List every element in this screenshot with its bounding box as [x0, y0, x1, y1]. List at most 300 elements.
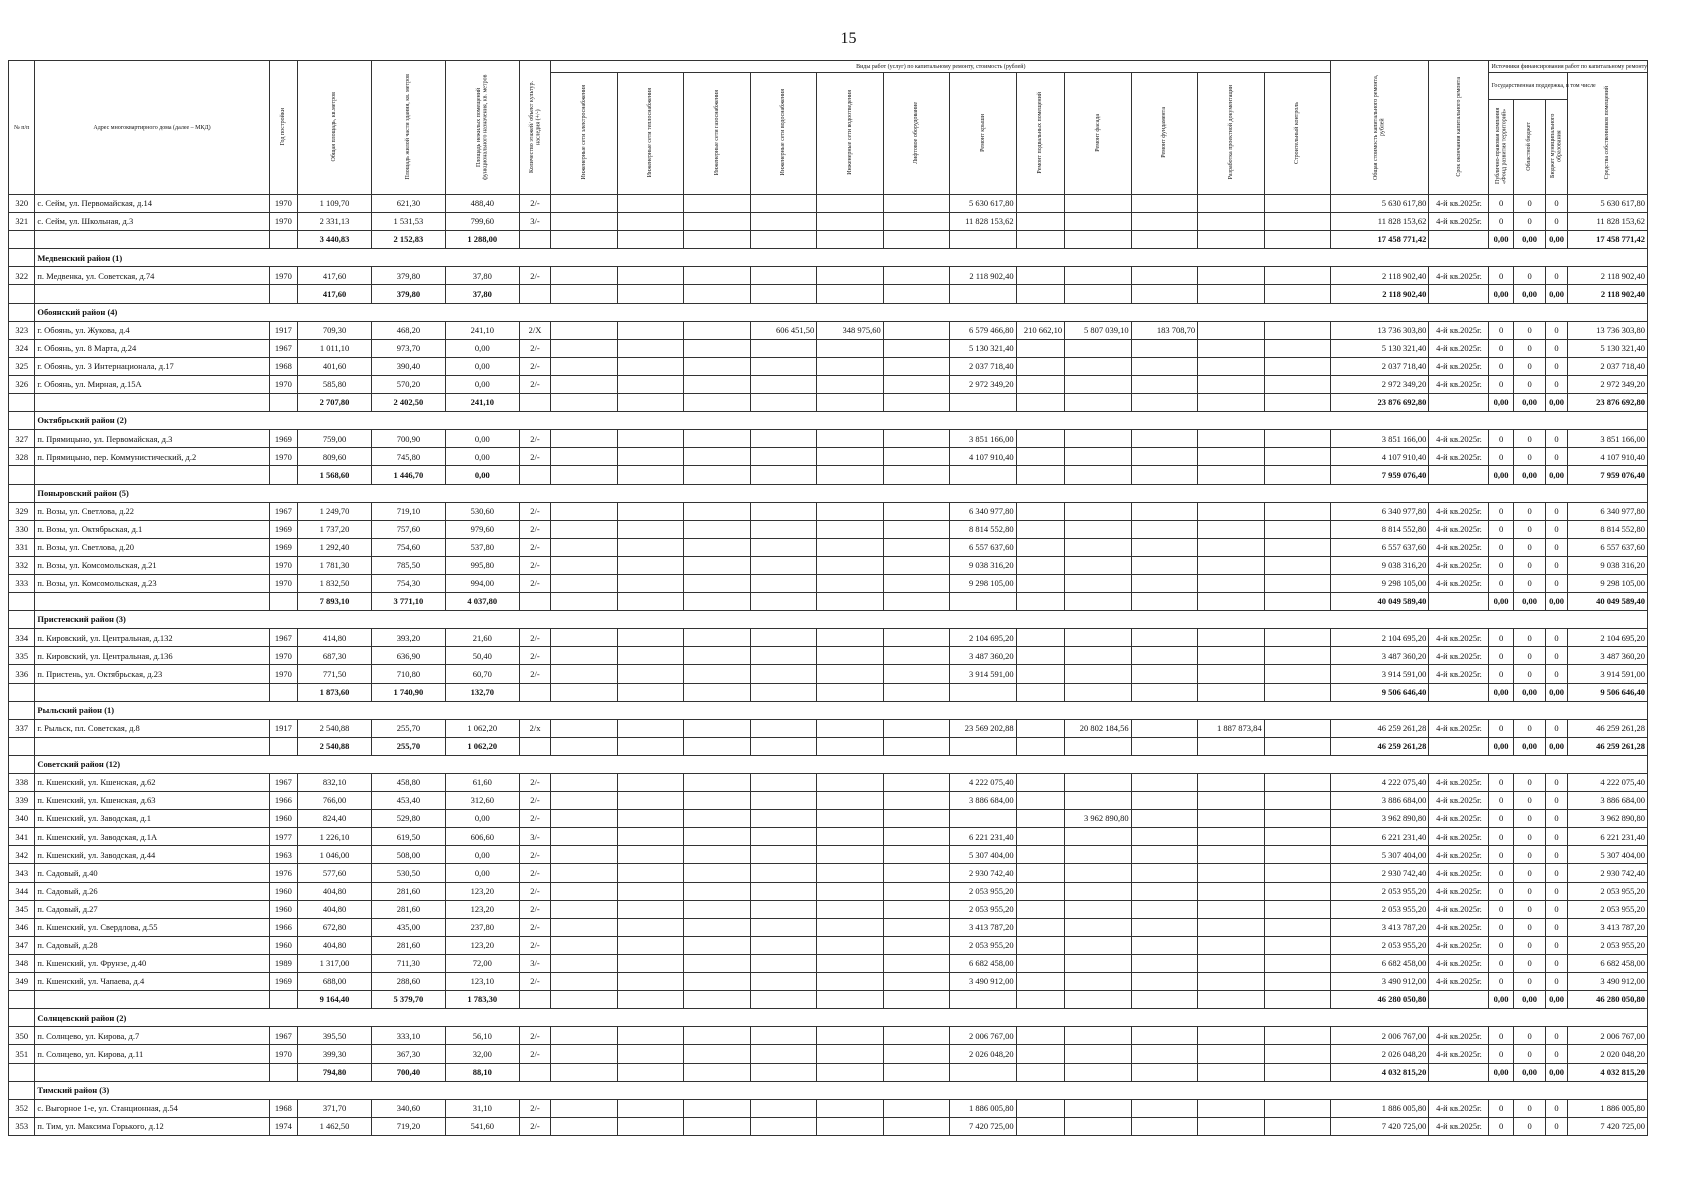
cell-address: [35, 1063, 269, 1081]
row-number: 334: [9, 629, 35, 647]
row-work-cost: [1131, 375, 1197, 393]
row-owners: 3 914 591,00: [1567, 665, 1647, 683]
row-work-cost: [1264, 357, 1331, 375]
row-work-cost: 1 887 873,84: [1198, 719, 1264, 737]
cell-work: [551, 394, 617, 412]
row-owners: 2 053 955,20: [1567, 900, 1647, 918]
row-local: 0: [1546, 267, 1567, 285]
subtotal-living-area: 2 152,83: [371, 231, 445, 249]
row-work-cost: [883, 936, 949, 954]
subtotal-nonliving-area: 0,00: [445, 466, 519, 484]
row-floors: 2/-: [519, 900, 551, 918]
row-total-area: 824,40: [298, 810, 372, 828]
row-nonliving-area: 123,20: [445, 900, 519, 918]
row-number: 333: [9, 574, 35, 592]
row-work-cost: 3 487 360,20: [950, 647, 1016, 665]
row-work-cost: [1065, 918, 1131, 936]
row-owners: 9 298 105,00: [1567, 574, 1647, 592]
cell-year: [269, 466, 297, 484]
row-work-cost: [684, 973, 750, 991]
row-nonliving-area: 37,80: [445, 267, 519, 285]
row-fund: 0: [1489, 1099, 1513, 1117]
row-work-cost: [1131, 556, 1197, 574]
row-work-cost: [883, 430, 949, 448]
row-address: г. Обоянь, ул. 8 Марта, д.24: [35, 339, 269, 357]
row-living-area: 719,20: [371, 1117, 445, 1135]
row-floors: 2/-: [519, 448, 551, 466]
row-work-cost: [817, 629, 883, 647]
row-year: 1917: [269, 321, 297, 339]
row-work-cost: [817, 448, 883, 466]
row-work-cost: 7 420 725,00: [950, 1117, 1016, 1135]
row-work-cost: [817, 864, 883, 882]
table-header: [9, 61, 1648, 195]
row-work-cost: [1131, 1027, 1197, 1045]
subtotal-row: [9, 737, 1648, 755]
row-work-cost: [617, 774, 683, 792]
row-nonliving-area: 0,00: [445, 810, 519, 828]
row-living-area: 570,20: [371, 375, 445, 393]
cell-num: [9, 394, 35, 412]
row-local: 0: [1546, 448, 1567, 466]
row-work-cost: [551, 882, 617, 900]
row-year: 1970: [269, 448, 297, 466]
row-work-cost: [684, 267, 750, 285]
row-work-cost: [883, 647, 949, 665]
row-work-cost: [551, 954, 617, 972]
row-work-cost: [1198, 936, 1264, 954]
row-work-cost: [551, 1027, 617, 1045]
row-work-cost: [817, 1045, 883, 1063]
cell-work: [817, 991, 883, 1009]
subtotal-local: 0,00: [1546, 593, 1567, 611]
row-owners: 2 972 349,20: [1567, 375, 1647, 393]
cell-work: [617, 593, 683, 611]
row-work-cost: [1264, 448, 1331, 466]
row-number: 352: [9, 1099, 35, 1117]
row-regional: 0: [1513, 1027, 1546, 1045]
cell-work: [1131, 1063, 1197, 1081]
subtotal-living-area: 3 771,10: [371, 593, 445, 611]
row-work-cost: [617, 520, 683, 538]
row-work-cost: [883, 828, 949, 846]
row-work-cost: [1264, 900, 1331, 918]
row-total-cost: 2 053 955,20: [1331, 882, 1429, 900]
row-work-cost: [617, 629, 683, 647]
row-work-cost: [750, 538, 816, 556]
cell-work: [817, 683, 883, 701]
row-work-cost: [1065, 792, 1131, 810]
header-work-sewer: Инженерные сети водоотведения: [817, 73, 883, 195]
row-work-cost: [750, 792, 816, 810]
table-row: [9, 864, 1648, 882]
row-total-area: 687,30: [298, 647, 372, 665]
header-work-supervision: Строительный контроль: [1264, 73, 1331, 195]
row-living-area: 745,80: [371, 448, 445, 466]
row-total-cost: 6 221 231,40: [1331, 828, 1429, 846]
row-living-area: 390,40: [371, 357, 445, 375]
table-row: [9, 1117, 1648, 1135]
row-floors: 2/-: [519, 810, 551, 828]
row-floors: 2/х: [519, 719, 551, 737]
row-work-cost: [617, 882, 683, 900]
row-total-area: 399,30: [298, 1045, 372, 1063]
row-fund: 0: [1489, 502, 1513, 520]
row-year: 1967: [269, 629, 297, 647]
row-work-cost: [1065, 647, 1131, 665]
row-work-cost: [883, 1117, 949, 1135]
row-nonliving-area: 123,20: [445, 936, 519, 954]
row-living-area: 636,90: [371, 647, 445, 665]
cell-term: [1429, 394, 1489, 412]
row-total-cost: 13 736 303,80: [1331, 321, 1429, 339]
row-term: 4-й кв.2025г.: [1429, 1099, 1489, 1117]
row-local: 0: [1546, 502, 1567, 520]
subtotal-row: [9, 1063, 1648, 1081]
row-local: 0: [1546, 1045, 1567, 1063]
cell-num: [9, 1081, 35, 1099]
header-total-area: Общая площадь, кв.метров: [298, 61, 372, 195]
row-work-cost: [684, 774, 750, 792]
row-work-cost: [1016, 375, 1065, 393]
row-fund: 0: [1489, 665, 1513, 683]
row-total-area: 709,30: [298, 321, 372, 339]
row-number: 347: [9, 936, 35, 954]
row-work-cost: [750, 502, 816, 520]
row-work-cost: [750, 520, 816, 538]
table-row: [9, 629, 1648, 647]
row-work-cost: [1131, 810, 1197, 828]
row-local: 0: [1546, 719, 1567, 737]
cell-address: [35, 737, 269, 755]
row-work-cost: [817, 647, 883, 665]
row-local: 0: [1546, 213, 1567, 231]
district-row: [9, 303, 1648, 321]
row-work-cost: [817, 1099, 883, 1117]
cell-term: [1429, 231, 1489, 249]
row-work-cost: 2 053 955,20: [950, 882, 1016, 900]
row-work-cost: [1264, 502, 1331, 520]
row-work-cost: [1131, 357, 1197, 375]
row-floors: 2/-: [519, 357, 551, 375]
row-work-cost: [684, 882, 750, 900]
row-work-cost: [950, 810, 1016, 828]
cell-work: [551, 466, 617, 484]
row-local: 0: [1546, 900, 1567, 918]
cell-work: [684, 1063, 750, 1081]
row-work-cost: [883, 918, 949, 936]
row-total-cost: 8 814 552,80: [1331, 520, 1429, 538]
cell-num: [9, 737, 35, 755]
row-total-area: 1 011,10: [298, 339, 372, 357]
row-address: п. Садовый, д.27: [35, 900, 269, 918]
cell-work: [1264, 593, 1331, 611]
row-work-cost: [1131, 828, 1197, 846]
row-owners: 6 682 458,00: [1567, 954, 1647, 972]
row-work-cost: [1264, 267, 1331, 285]
cell-floors: [519, 466, 551, 484]
row-work-cost: [1016, 195, 1065, 213]
row-work-cost: [684, 792, 750, 810]
subtotal-living-area: 1 740,90: [371, 683, 445, 701]
cell-work: [617, 394, 683, 412]
row-work-cost: [1198, 375, 1264, 393]
row-work-cost: 4 222 075,40: [950, 774, 1016, 792]
row-work-cost: [883, 213, 949, 231]
subtotal-sum: 46 280 050,80: [1331, 991, 1429, 1009]
subtotal-nonliving-area: 241,10: [445, 394, 519, 412]
cell-work: [883, 1063, 949, 1081]
row-work-cost: [617, 828, 683, 846]
subtotal-sum: 17 458 771,42: [1331, 231, 1429, 249]
row-total-area: 1 832,50: [298, 574, 372, 592]
row-work-cost: [617, 647, 683, 665]
cell-work: [617, 683, 683, 701]
cell-work: [1264, 394, 1331, 412]
row-fund: 0: [1489, 1027, 1513, 1045]
row-fund: 0: [1489, 520, 1513, 538]
row-work-cost: 2 104 695,20: [950, 629, 1016, 647]
row-work-cost: [1264, 828, 1331, 846]
row-term: 4-й кв.2025г.: [1429, 267, 1489, 285]
row-work-cost: [684, 665, 750, 683]
row-regional: 0: [1513, 846, 1546, 864]
row-work-cost: [1016, 629, 1065, 647]
cell-work: [1065, 231, 1131, 249]
row-work-cost: [1131, 973, 1197, 991]
row-local: 0: [1546, 574, 1567, 592]
district-name: Пристенский район (3): [35, 611, 1648, 629]
subtotal-owners: 17 458 771,42: [1567, 231, 1647, 249]
row-work-cost: [750, 195, 816, 213]
row-fund: 0: [1489, 321, 1513, 339]
row-work-cost: [551, 502, 617, 520]
row-year: 1970: [269, 1045, 297, 1063]
row-work-cost: [1264, 1117, 1331, 1135]
district-name: Октябрьский район (2): [35, 412, 1648, 430]
row-total-area: 414,80: [298, 629, 372, 647]
cell-work: [1264, 1063, 1331, 1081]
row-work-cost: [1198, 954, 1264, 972]
row-number: 343: [9, 864, 35, 882]
row-work-cost: [551, 448, 617, 466]
row-term: 4-й кв.2025г.: [1429, 882, 1489, 900]
row-work-cost: [1264, 339, 1331, 357]
row-work-cost: [1016, 213, 1065, 231]
cell-work: [617, 231, 683, 249]
row-work-cost: [1198, 357, 1264, 375]
row-total-cost: 2 026 048,20: [1331, 1045, 1429, 1063]
row-work-cost: [1264, 810, 1331, 828]
subtotal-nonliving-area: 37,80: [445, 285, 519, 303]
row-work-cost: [1131, 339, 1197, 357]
cell-address: [35, 394, 269, 412]
table-row: [9, 936, 1648, 954]
subtotal-nonliving-area: 88,10: [445, 1063, 519, 1081]
row-work-cost: [1198, 846, 1264, 864]
row-number: 338: [9, 774, 35, 792]
row-work-cost: 1 886 005,80: [950, 1099, 1016, 1117]
row-total-cost: 2 104 695,20: [1331, 629, 1429, 647]
row-regional: 0: [1513, 448, 1546, 466]
row-number: 328: [9, 448, 35, 466]
row-work-cost: [1198, 339, 1264, 357]
cell-num: [9, 755, 35, 773]
row-work-cost: [1016, 339, 1065, 357]
row-term: 4-й кв.2025г.: [1429, 846, 1489, 864]
row-living-area: 453,40: [371, 792, 445, 810]
row-local: 0: [1546, 339, 1567, 357]
row-work-cost: 3 886 684,00: [950, 792, 1016, 810]
row-work-cost: [750, 864, 816, 882]
row-work-cost: [1264, 556, 1331, 574]
row-owners: 4 107 910,40: [1567, 448, 1647, 466]
cell-work: [551, 991, 617, 1009]
row-total-cost: 3 914 591,00: [1331, 665, 1429, 683]
cell-num: [9, 231, 35, 249]
cell-num: [9, 303, 35, 321]
row-work-cost: [817, 900, 883, 918]
subtotal-total-area: 3 440,83: [298, 231, 372, 249]
row-floors: 2/-: [519, 556, 551, 574]
row-year: 1989: [269, 954, 297, 972]
row-work-cost: [817, 574, 883, 592]
row-term: 4-й кв.2025г.: [1429, 810, 1489, 828]
header-works-group: Виды работ (услуг) по капитальному ремонту, стоимость (рублей): [551, 61, 1331, 73]
row-total-cost: 3 490 912,00: [1331, 973, 1429, 991]
row-year: 1970: [269, 665, 297, 683]
row-work-cost: [817, 339, 883, 357]
cell-work: [950, 593, 1016, 611]
row-work-cost: [1131, 900, 1197, 918]
row-address: п. Солнцево, ул. Кирова, д.7: [35, 1027, 269, 1045]
subtotal-living-area: 2 402,50: [371, 394, 445, 412]
row-living-area: 529,80: [371, 810, 445, 828]
row-fund: 0: [1489, 792, 1513, 810]
row-living-area: 468,20: [371, 321, 445, 339]
row-work-cost: [1264, 882, 1331, 900]
row-regional: 0: [1513, 918, 1546, 936]
subtotal-local: 0,00: [1546, 394, 1567, 412]
row-work-cost: [551, 900, 617, 918]
row-work-cost: [1198, 1045, 1264, 1063]
row-work-cost: [750, 973, 816, 991]
subtotal-sum: 7 959 076,40: [1331, 466, 1429, 484]
row-work-cost: [750, 357, 816, 375]
cell-work: [617, 466, 683, 484]
row-work-cost: [617, 719, 683, 737]
row-address: г. Обоянь, ул. Жукова, д.4: [35, 321, 269, 339]
row-work-cost: [1264, 520, 1331, 538]
row-fund: 0: [1489, 882, 1513, 900]
row-work-cost: [750, 647, 816, 665]
row-fund: 0: [1489, 973, 1513, 991]
row-regional: 0: [1513, 882, 1546, 900]
row-address: п. Солнцево, ул. Кирова, д.11: [35, 1045, 269, 1063]
row-term: 4-й кв.2025г.: [1429, 864, 1489, 882]
row-number: 348: [9, 954, 35, 972]
row-work-cost: 9 298 105,00: [950, 574, 1016, 592]
cell-work: [817, 737, 883, 755]
cell-floors: [519, 991, 551, 1009]
row-total-cost: 4 107 910,40: [1331, 448, 1429, 466]
row-address: п. Кшенский, ул. Кшенская, д.63: [35, 792, 269, 810]
table-row: [9, 1027, 1648, 1045]
row-term: 4-й кв.2025г.: [1429, 719, 1489, 737]
row-fund: 0: [1489, 574, 1513, 592]
row-work-cost: [1016, 357, 1065, 375]
subtotal-fund: 0,00: [1489, 231, 1513, 249]
row-regional: 0: [1513, 195, 1546, 213]
row-floors: 2/-: [519, 520, 551, 538]
row-living-area: 711,30: [371, 954, 445, 972]
cell-work: [1016, 1063, 1065, 1081]
subtotal-row: [9, 593, 1648, 611]
row-year: 1970: [269, 267, 297, 285]
row-work-cost: [1131, 936, 1197, 954]
row-work-cost: [684, 574, 750, 592]
row-work-cost: [1016, 502, 1065, 520]
row-work-cost: [750, 918, 816, 936]
row-living-area: 1 531,53: [371, 213, 445, 231]
row-work-cost: 348 975,60: [817, 321, 883, 339]
row-work-cost: [1065, 846, 1131, 864]
cell-num: [9, 285, 35, 303]
row-nonliving-area: 60,70: [445, 665, 519, 683]
row-work-cost: [684, 900, 750, 918]
row-owners: 46 259 261,28: [1567, 719, 1647, 737]
row-address: п. Садовый, д.28: [35, 936, 269, 954]
row-work-cost: [817, 520, 883, 538]
row-work-cost: [750, 556, 816, 574]
subtotal-row: [9, 466, 1648, 484]
row-term: 4-й кв.2025г.: [1429, 538, 1489, 556]
subtotal-regional: 0,00: [1513, 466, 1546, 484]
row-address: п. Кшенский, ул. Кшенская, д.62: [35, 774, 269, 792]
row-owners: 3 413 787,20: [1567, 918, 1647, 936]
subtotal-fund: 0,00: [1489, 593, 1513, 611]
row-total-area: 1 046,00: [298, 846, 372, 864]
row-work-cost: [684, 520, 750, 538]
row-year: 1966: [269, 918, 297, 936]
cell-work: [883, 466, 949, 484]
row-total-cost: 5 130 321,40: [1331, 339, 1429, 357]
row-work-cost: [817, 213, 883, 231]
row-owners: 9 038 316,20: [1567, 556, 1647, 574]
row-work-cost: [817, 774, 883, 792]
row-total-area: 2 540,88: [298, 719, 372, 737]
row-work-cost: [883, 502, 949, 520]
row-fund: 0: [1489, 828, 1513, 846]
row-regional: 0: [1513, 1117, 1546, 1135]
table-row: [9, 375, 1648, 393]
row-work-cost: [551, 828, 617, 846]
row-year: 1968: [269, 1099, 297, 1117]
cell-work: [1131, 466, 1197, 484]
header-work-gas: Инженерные сети газоснабжения: [684, 73, 750, 195]
row-work-cost: [1065, 954, 1131, 972]
row-work-cost: [617, 1027, 683, 1045]
row-number: 340: [9, 810, 35, 828]
row-work-cost: [883, 1099, 949, 1117]
row-work-cost: [551, 973, 617, 991]
row-floors: 2/-: [519, 792, 551, 810]
header-work-design: Разработка проектной документации: [1198, 73, 1264, 195]
subtotal-fund: 0,00: [1489, 683, 1513, 701]
subtotal-local: 0,00: [1546, 231, 1567, 249]
row-work-cost: [617, 448, 683, 466]
row-year: 1969: [269, 520, 297, 538]
